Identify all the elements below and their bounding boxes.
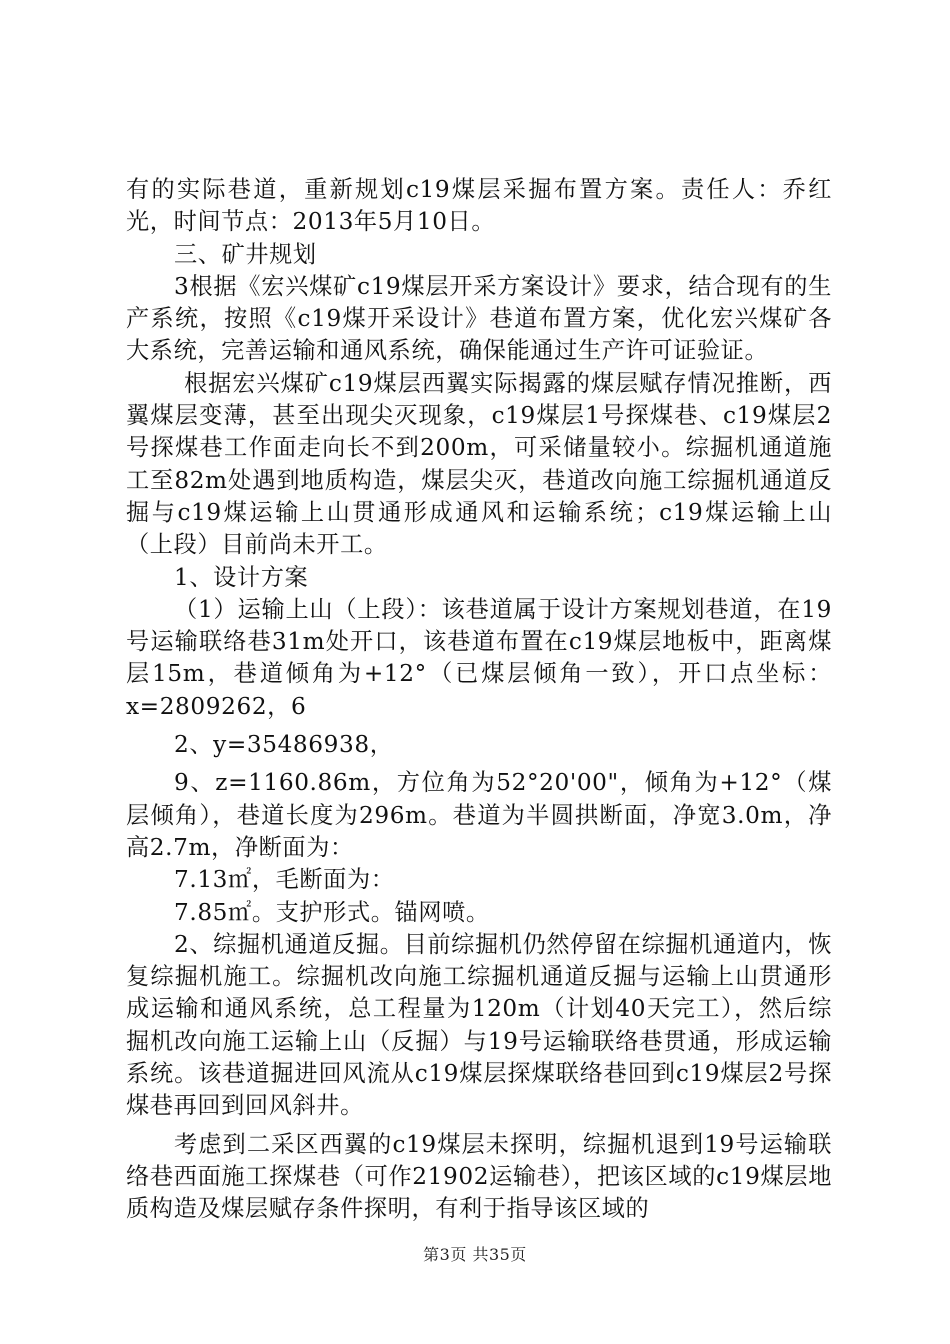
paragraph-exploration: 考虑到二采区西翼的c19煤层未探明，综掘机退到19号运输联络巷西面施工探煤巷（可作21902运输巷），把该区域的c19煤层地质构造及煤层赋存条件探明，有利于指导该区域的: [126, 1130, 832, 1223]
page-footer: 第3页 共35页: [423, 1245, 527, 1264]
paragraph-continuation: 有的实际巷道，重新规划c19煤层采掘布置方案。责任人：乔红光，时间节点：2013年5月10日。: [126, 176, 832, 236]
section-heading-mine-planning: 三、矿井规划: [174, 240, 317, 268]
paragraph-west-wing-situation: 根据宏兴煤矿c19煤层西翼实际揭露的煤层赋存情况推断，西翼煤层变薄，甚至出现尖灭现象，c19煤层1号探煤巷、c19煤层2号探煤巷工作面走向长不到200m，可采储量较小。综掘机通道施工至82m处遇到地质构造，煤层尖灭，巷道改向施工综掘机通道反掘与c19煤运输上山贯通形成通风和运输系统；c19煤运输上山（上段）目前尚未开工。: [126, 369, 832, 559]
subheading-design-plan: 1、设计方案: [174, 563, 309, 591]
paragraph-gross-section: 7.85㎡。支护形式。锚网喷。: [174, 898, 490, 926]
paragraph-coordinate-y: 2、y=35486938，: [174, 731, 394, 759]
paragraph-coordinate-z: 9、z=1160.86m，方位角为52°20'00"，倾角为+12°（煤层倾角），巷道长度为296m。巷道为半圆拱断面，净宽3.0m，净高2.7m，净断面为：: [126, 769, 832, 861]
paragraph-net-section: 7.13㎡，毛断面为：: [174, 866, 395, 894]
document-body: [126, 174, 832, 1226]
paragraph-transport-uphill: （1）运输上山（上段）：该巷道属于设计方案规划巷道，在19号运输联络巷31m处开口，该巷道布置在c19煤层地板中，距离煤层15m，巷道倾角为+12°（已煤层倾角一致），开口点坐标：x=2809262，6: [126, 595, 832, 720]
paragraph-roadheader-reverse: 2、综掘机通道反掘。目前综掘机仍然停留在综掘机通道内，恢复综掘机施工。综掘机改向施工综掘机通道反掘与运输上山贯通形成运输和通风系统，总工程量为120m（计划40天完工），然后综掘机改向施工运输上山（反掘）与19号运输联络巷贯通，形成运输系统。该巷道掘进回风流从c19煤层探煤联络巷回到c19煤层2号探煤巷再回到回风斜井。: [126, 930, 832, 1120]
paragraph-design-requirement: 3根据《宏兴煤矿c19煤层开采方案设计》要求，结合现有的生产系统，按照《c19煤开采设计》巷道布置方案，优化宏兴煤矿各大系统，完善运输和通风系统，确保能通过生产许可证验证。: [126, 272, 832, 365]
